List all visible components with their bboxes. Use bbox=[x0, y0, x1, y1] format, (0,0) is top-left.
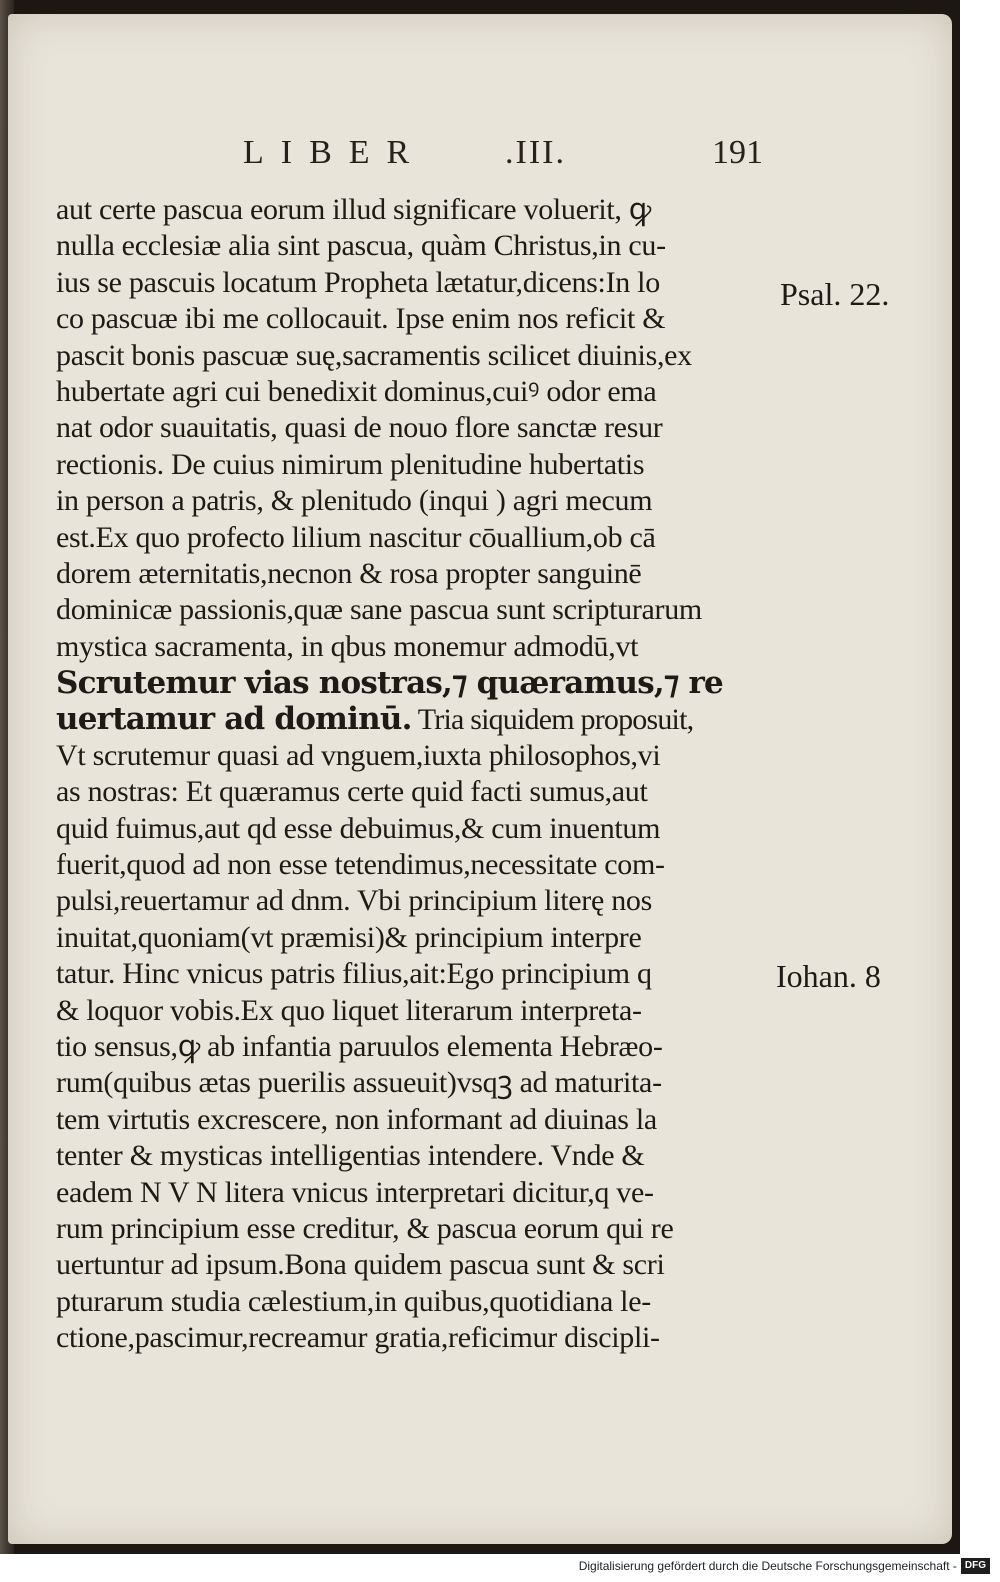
page-number: 191 bbox=[712, 134, 763, 171]
digitization-footer bbox=[579, 1556, 990, 1576]
text-line-continuation: Tria siquidem proposuit, bbox=[411, 703, 694, 737]
text-line: tio sensus,ꝙ ab infantia paruulos elementa Hebræo- bbox=[56, 1029, 663, 1063]
text-line: dominicæ passionis,quæ sane pascua sunt scripturarum bbox=[56, 593, 702, 627]
text-line: pascit bonis pascuæ suę,sacramentis scilicet diuinis,ex bbox=[56, 338, 692, 372]
text-line: aut certe pascua eorum illud significare voluerit, ꝙ bbox=[56, 193, 652, 226]
main-text-block bbox=[56, 192, 768, 1357]
text-line: ius se pascuis locatum Propheta lætatur,dicens:In lo bbox=[56, 265, 660, 299]
marginal-note-john: Iohan. 8 bbox=[776, 958, 881, 994]
blackletter-line bbox=[56, 701, 768, 737]
running-head bbox=[243, 134, 763, 184]
text-line: uertuntur ad ipsum.Bona quidem pascua sunt & scri bbox=[56, 1248, 665, 1282]
text-line: pulsi,reuertamur ad dnm. Vbi principium literę nos bbox=[56, 884, 652, 918]
text-line: pturarum studia cælestium,in quibus,quotidiana le- bbox=[56, 1284, 651, 1318]
blackletter-text: uertamur ad dominū. bbox=[56, 701, 412, 738]
text-line: rectionis. De cuius nimirum plenitudine hubertatis bbox=[56, 447, 645, 481]
text-line: fuerit,quod ad non esse tetendimus,necessitate com- bbox=[56, 848, 665, 882]
running-head-title: LIBER bbox=[243, 134, 427, 171]
text-line: tem virtutis excrescere, non informant ad diuinas la bbox=[56, 1102, 657, 1136]
book-page bbox=[8, 14, 952, 1544]
text-line: co pascuæ ibi me collocauit. Ipse enim nos reficit & bbox=[56, 302, 666, 336]
text-line: eadem N V N litera vnicus interpretari dicitur,q ve- bbox=[56, 1175, 654, 1209]
text-line: mystica sacramenta, in qbus monemur admodū,vt bbox=[56, 629, 639, 663]
text-line: dorem æternitatis,necnon & rosa propter sanguinē bbox=[56, 556, 642, 590]
text-line: nat odor suauitatis, quasi de nouo flore sanctæ resur bbox=[56, 411, 663, 445]
text-line: inuitat,quoniam(vt præmisi)& principium interpre bbox=[56, 920, 642, 954]
blackletter-text: Scrutemur vias nostras,⁊ quæramus,⁊ re bbox=[56, 665, 723, 702]
text-line: rum(quibus ætas puerilis assueuit)vsqꝫ ad maturita- bbox=[56, 1066, 662, 1100]
running-head-book-number: .III. bbox=[505, 134, 566, 171]
text-line: tenter & mysticas intelligentias intendere. Vnde & bbox=[56, 1139, 645, 1173]
footer-credit: Digitalisierung gefördert durch die Deutsche Forschungsgemeinschaft - bbox=[578, 1559, 957, 1573]
text-line: tatur. Hinc vnicus patris filius,ait:Ego principium q bbox=[56, 957, 652, 991]
dfg-logo: DFG bbox=[961, 1558, 990, 1574]
blackletter-line bbox=[56, 665, 768, 701]
text-line: Vt scrutemur quasi ad vnguem,iuxta philosophos,vi bbox=[56, 738, 661, 772]
text-line: rum principium esse creditur, & pascua eorum qui re bbox=[56, 1211, 674, 1245]
text-line: nulla ecclesiæ alia sint pascua, quàm Christus,in cu- bbox=[56, 229, 666, 263]
text-line: as nostras: Et quæramus certe quid facti sumus,aut bbox=[56, 775, 648, 809]
text-line: & loquor vobis.Ex quo liquet literarum interpreta- bbox=[56, 993, 642, 1027]
text-line: ctione,pascimur,recreamur gratia,reficimur discipli- bbox=[56, 1321, 660, 1355]
text-line: hubertate agri cui benedixit dominus,cuiꝰ odor ema bbox=[56, 374, 657, 408]
text-line: in person a patris, & plenitudo (inqui ) agri mecum bbox=[56, 484, 653, 518]
text-line: quid fuimus,aut qd esse debuimus,& cum inuentum bbox=[56, 811, 661, 845]
marginal-note-psalm: Psal. 22. bbox=[780, 276, 890, 312]
text-line: est.Ex quo profecto lilium nascitur cōuallium,ob cā bbox=[56, 520, 656, 554]
